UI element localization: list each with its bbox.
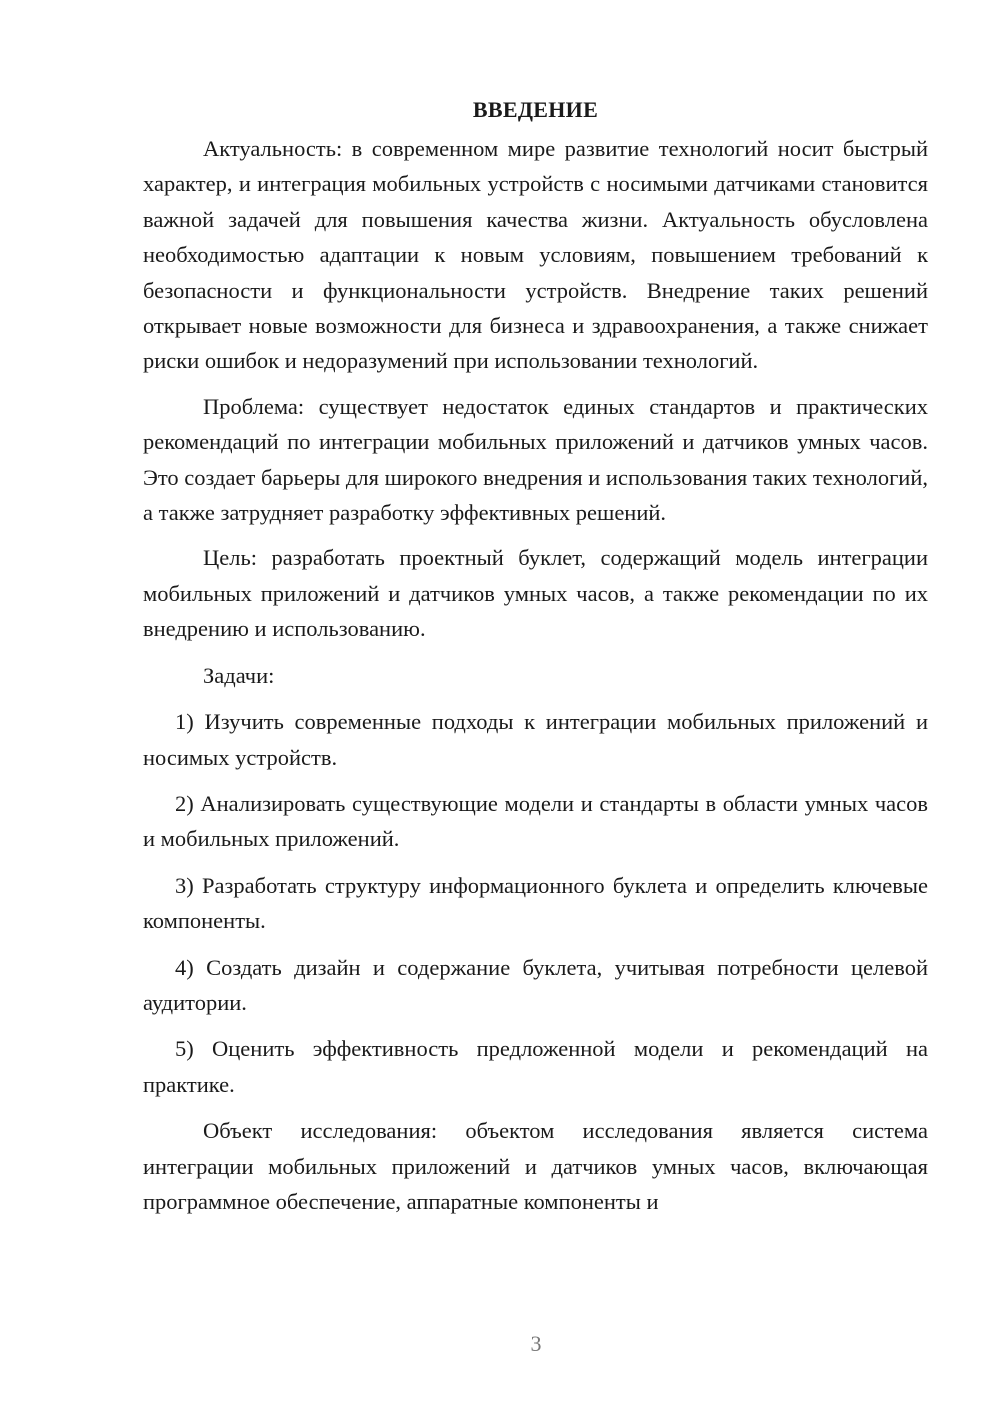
task-item: 3) Разработать структуру информационного буклета и определить ключевые компоненты.	[143, 872, 928, 934]
page-content	[143, 92, 928, 1219]
object-paragraph: Объект исследования: объектом исследования является система интеграции мобильных приложений и датчиков умных часов, включающая программное обеспечение, аппаратные компоненты и	[143, 1118, 928, 1214]
goal-paragraph: Цель: разработать проектный буклет, содержащий модель интеграции мобильных приложений и датчиков умных часов, а также рекомендации по их внедрению и использованию.	[143, 545, 928, 642]
section-heading: ВВЕДЕНИЕ	[472, 97, 599, 122]
page-number: 3	[530, 1331, 542, 1356]
task-item: 5) Оценить эффективность предложенной модели и рекомендаций на практике.	[143, 1036, 928, 1097]
tasks-label: Задачи:	[203, 662, 275, 688]
task-item: 1) Изучить современные подходы к интеграции мобильных приложений и носимых устройств.	[143, 709, 928, 770]
problem-paragraph: Проблема: существует недостаток единых стандартов и практических рекомендаций по интеграции мобильных приложений и датчиков умных часов. Это создает барьеры для широкого внедрения и использования таких технологий, а также затрудняет разработку эффективных решений.	[143, 393, 928, 526]
task-item: 2) Анализировать существующие модели и стандарты в области умных часов и мобильных приложений.	[143, 790, 928, 852]
task-item: 4) Создать дизайн и содержание буклета, учитывая потребности целевой аудитории.	[143, 954, 928, 1015]
relevance-paragraph: Актуальность: в современном мире развитие технологий носит быстрый характер, и интеграция мобильных устройств с носимыми датчиками становится важной задачей для повышения качества жизни. Актуальность обусловлена необходимостью адаптации к новым условиям, повышением требований к безопасности и функциональности устройств. Внедрение таких решений открывает новые возможности для бизнеса и здравоохранения, а также снижает риски ошибок и недоразумений при использовании технологий.	[143, 136, 928, 374]
